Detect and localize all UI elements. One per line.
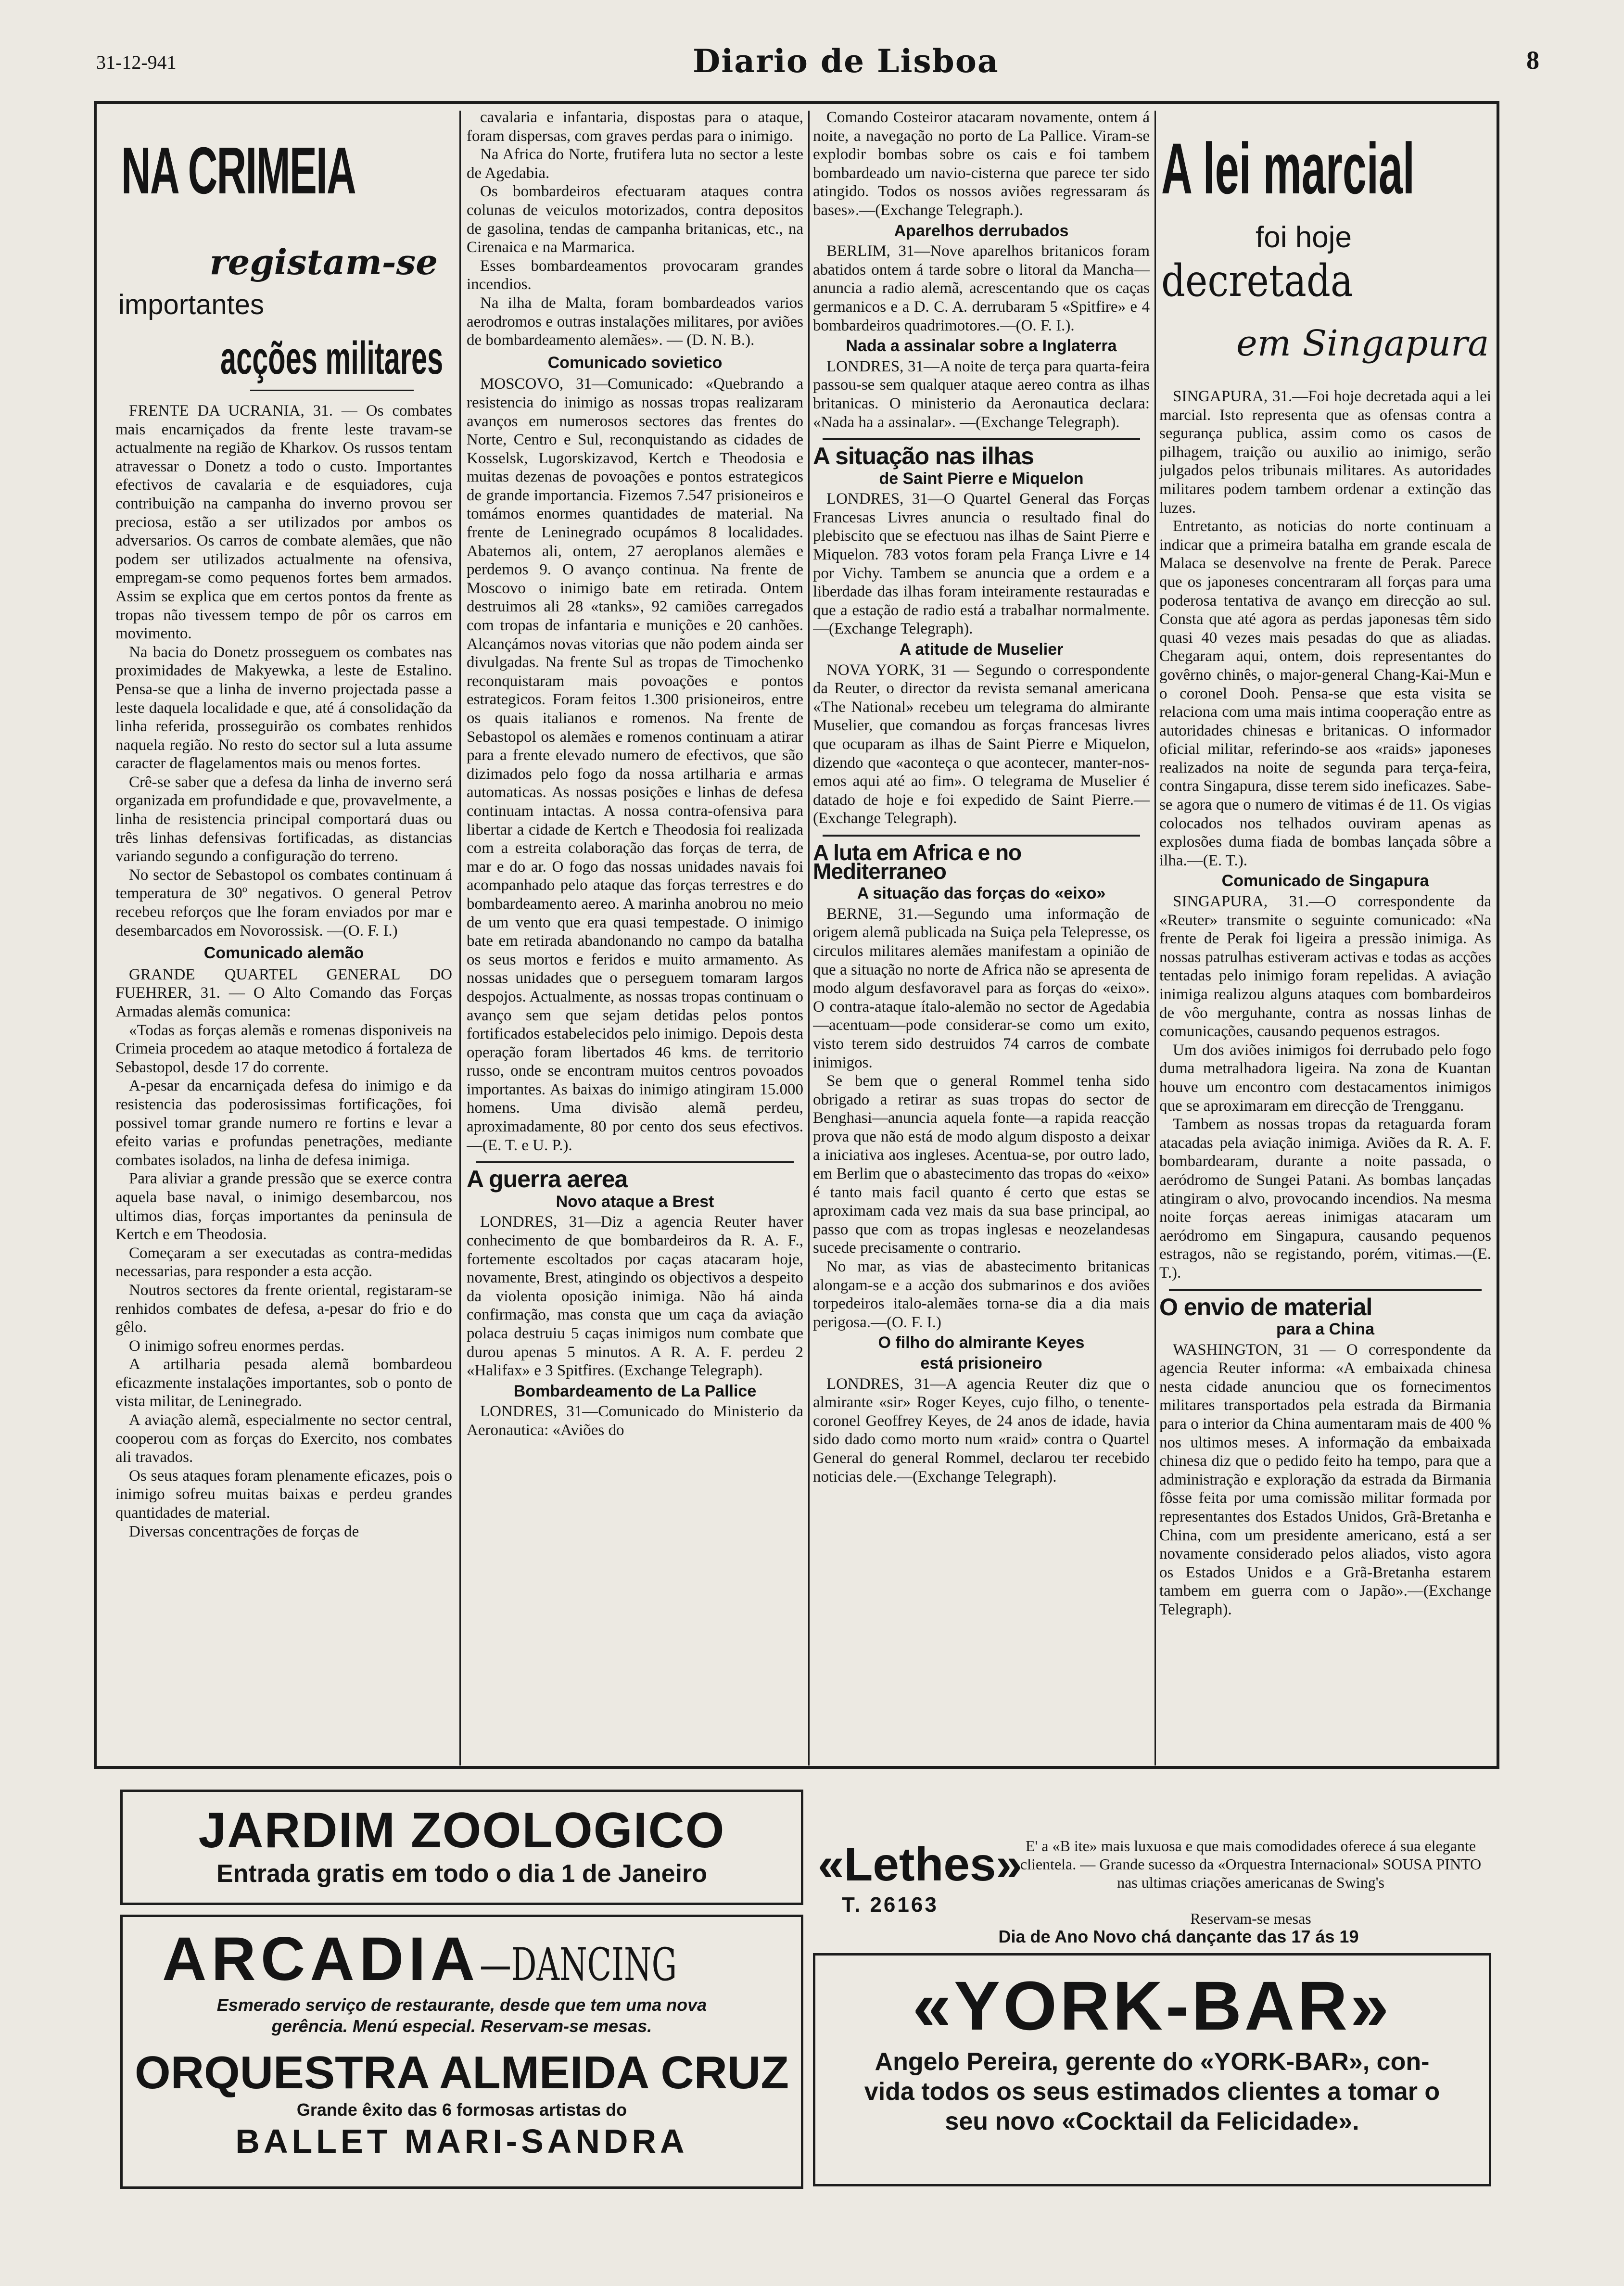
paragraph: BERNE, 31.—Segundo uma informação de origem alemã publicada na Suiça pela Telepresse, os circulos militares alemães manifestam a opinião de que a situação no norte de Africa não se apresenta de modo algum desfavoravel para as forças do «eixo». O contra-ataque ítalo-alemão no sector de Agedabia—acentuam—pode considerar-se como um exito, visto terem sido destruidos 74 carros de combate inimigos.: [813, 905, 1150, 1071]
subheading-comunicado-sovietico: Comunicado sovietico: [547, 353, 723, 372]
paragraph: Crê-se saber que a defesa da linha de inverno será organizada em profundidade e que, provavelmente, a linha de resistencia principal comportará duas ou três linhas defensivas fortificadas, as distancias variando segundo a configuração do terreno.: [115, 773, 452, 865]
heading-envio-material: O envio de material: [1159, 1293, 1372, 1321]
york-line3: seu novo «Cocktail da Felicidade».: [945, 2108, 1359, 2135]
subheading-para-china: para a China: [1276, 1320, 1375, 1339]
heading-situacao-ilhas: A situação nas ilhas: [813, 443, 1034, 470]
newspaper-title: Diario de Lisboa: [693, 42, 999, 80]
headline-foi-hoje: foi hoje: [1256, 221, 1352, 254]
paragraph: Esses bombardeamentos provocaram grandes incendios.: [467, 257, 803, 293]
subheading-comunicado-singapura: Comunicado de Singapura: [1221, 872, 1429, 890]
lethes-reservations: Reservam-se mesas: [1190, 1910, 1311, 1927]
paragraph: Se bem que o general Rommel tenha sido obrigado a retirar as suas tropas do sector de Benghasi—anuncia aquela fonte—a rapida reacção prova que não está de modo algum disposto a deixar a iniciativa aos ingleses. Acentua-se, por outro lado, em Berlim que o abastecimento das tropas do «eixo» é tanto mais facil quanto é certo que estas se aproximam cada vez mais da sua base principal, ao passo que com as tropas inglesas e neozelandesas sucede precisamente o contrario.: [813, 1072, 1150, 1257]
ballet-title: BALLET MARI-SANDRA: [235, 2122, 688, 2160]
paragraph: Os seus ataques foram plenamente eficazes, pois o inimigo sofreu muitas baixas e perdeu grandes quantidades de material.: [115, 1467, 452, 1522]
headline-importantes: importantes: [118, 289, 265, 320]
york-line1: Angelo Pereira, gerente do «YORK-BAR», con-: [875, 2048, 1430, 2076]
subheading-saint-pierre: de Saint Pierre e Miquelon: [879, 469, 1084, 488]
page-number: 8: [1526, 46, 1539, 75]
subheading-la-pallice: Bombardeamento de La Pallice: [513, 1382, 757, 1400]
article-crimeia: [115, 108, 452, 1744]
paragraph: Entretanto, as noticias do norte continuam a indicar que a primeira batalha em grande escala de Malaca se desenvolve na frente de Perak. Parece que os japoneses concentraram all forças para uma poderosa tentativa de avanço em direcção ao sul. Consta que até agora as perdas japonesas têm sido quasi 40 vezes mais pesadas do que as aliadas. Chegaram aqui, ontem, dois representantes do govêrno chinês, o major-general Chang-Kai-Mun e o coronel Dooh. Pensa-se que esta visita se relaciona com uma mais intima cooperação entre as autoridades chinesas e britanicas. O informador oficial militar, referindo-se aos «raids» japoneses realizados na noite de segunda para terça-feira, contra Singapura, disse terem sido ineficazes. Sabe-se agora que o numero de vitimas é de 11. Os vigias colocados nos telhados ouviram apenas as explosões duma fiada de bombas lançada sôbre a ilha.—(E. T.).: [1159, 518, 1491, 869]
subheading-keyes-prisioneiro: está prisioneiro: [920, 1354, 1042, 1372]
paragraph: No sector de Sebastopol os combates continuam á temperatura de 30º negativos. O general Petrov recebeu reforços que lhe foram enviados por mar e desembarcados em Novorossisk. —(O. F. I.): [115, 866, 452, 940]
subheading-situacao-eixo: A situação das forças do «eixo»: [857, 884, 1106, 903]
lethes-title: «Lethes»: [818, 1838, 1022, 1891]
york-title: «YORK-BAR»: [912, 1967, 1392, 2045]
article-ilhas: [813, 108, 1150, 1749]
column-rule: [808, 111, 810, 1765]
paragraph: WASHINGTON, 31 — O correspondente da agencia Reuter informa: «A embaixada chinesa nesta cidade anunciou que os fornecimentos militares transportados pela estrada da Birmania para o interior da China aumentaram mais de 400 % nos ultimos meses. A informação da embaixada chinesa diz que o pedido feito ha tempo, para que a administração e exploração da estrada da Birmania fôsse feita por uma comissão militar formada por representantes dos Estados Unidos, Grã-Bretanha e China, com um presidente americano, está a ser novamente considerado pelos aliados, visto agora os Estados Unidos e a Grã-Bretanha estarem tambem em guerra com o Japão».—(Exchange Telegraph).: [1159, 1341, 1491, 1618]
paragraph: Para aliviar a grande pressão que se exerce contra aquela base naval, o inimigo desembarcou, nos ultimos dias, forças importantes da peninsula de Kertch e em Theodosia.: [115, 1170, 452, 1244]
ad-jardim-zoologico: [120, 1790, 803, 1905]
subheading-aparelhos-derrubados: Aparelhos derrubados: [894, 221, 1069, 240]
paragraph: NOVA YORK, 31 — Segundo o correspondente da Reuter, o director da revista semanal americana «The National» recebeu um telegrama do almirante Muselier, que comandou as forças francesas livres que ocuparam as ilhas de Saint Pierre e Miquelon, dizendo que «aconteça o que acontecer, manter-nos-emos aqui até ao fim». O telegrama de Muselier é datado de hoje e foi expedido de Saint Pierre.—(Exchange Telegraph).: [813, 661, 1150, 827]
headline-accoes-militares: acções militares: [220, 332, 444, 384]
paragraph: cavalaria e infantaria, dispostas para o ataque, foram dispersas, com graves perdas para o inimigo.: [467, 109, 803, 145]
paragraph: FRENTE DA UCRANIA, 31. — Os combates mais encarniçados da frente leste travam-se actualmente na região de Kharkov. Os russos tentam atravessar o Donetz a todo o custo. Importantes efectivos de cavalaria e de esquiadores, cuja contribuição na campanha do inverno provou ser preciosa, estão a ser utilizados por ambos os adversarios. Os carros de combate alemães, que não podem ser utilizados actualmente na ofensiva, empregam-se como pequenos fortes bem armados. Assim se explica que em certos pontos da frente as tropas não tivessem tempo de pôr os carros em movimento.: [115, 402, 452, 643]
paragraph: LONDRES, 31—Diz a agencia Reuter haver conhecimento de que bombardeiros da R. A. F., fortemente escoltados por caças atacaram hoje, novamente, Brest, atingindo os objectivos a despeito da violenta oposição inimiga. Não há ainda confirmação, mas consta que um caça da aviação polaca destruiu 5 caças inimigos num combate que durou apenas 5 minutos. A R. A. F. perdeu 2 «Halifax» e 3 Spitfires. (Exchange Telegraph).: [467, 1213, 803, 1380]
paragraph: A aviação alemã, especialmente no sector central, cooperou com as forças do Exercito, nos combates ali travados.: [115, 1411, 452, 1466]
article-singapura: [1159, 108, 1491, 1763]
paragraph: LONDRES, 31—A agencia Reuter diz que o almirante «sir» Roger Keyes, cujo filho, o tenente-coronel Geoffrey Keyes, de 24 anos de idade, havia sido dado como morto num «raid» contra o Quartel General do general Rommel, declarou ter recebido noticias dele.—(Exchange Telegraph).: [813, 1375, 1150, 1486]
arcadia-dancing: —DANCING: [480, 1939, 677, 1991]
headline-lei-marcial: A lei marcial: [1161, 128, 1415, 209]
paragraph: LONDRES, 31—A noite de terça para quarta-feira passou-se sem qualquer ataque aereo contra as ilhas britanicas. O ministerio da Aeronautica declara: «Nada ha a assinalar». —(Exchange Telegraph).: [813, 357, 1150, 431]
paragraph: No mar, as vias de abastecimento britanicas alongam-se e a acção dos submarinos e dos aviões torpedeiros italo-alemães torna-se dia a dia mais perigosa.—(O. F. I.): [813, 1258, 1150, 1331]
issue-date: 31-12-941: [96, 51, 177, 73]
ad-arcadia-dancing: [120, 1915, 803, 2189]
paragraph: Os bombardeiros efectuaram ataques contra colunas de veiculos motorizados, contra depositos de gasolina, tendas de campanha britanicas, etc., na Cirenaica e na Marmarica.: [467, 183, 803, 256]
paragraph: Na Africa do Norte, frutifera luta no sector a leste de Agedabia.: [467, 146, 803, 182]
paragraph: BERLIM, 31—Nove aparelhos britanicos foram abatidos ontem á tarde sobre o litoral da Mancha—anuncia a radio alemã, acrescentando que os caças germanicos e a D. C. A. derrubaram 5 «Spitfire» e 4 bombardeiros quadrimotores.—(O. F. I.).: [813, 242, 1150, 334]
subheading-nada-assinalar: Nada a assinalar sobre a Inglaterra: [846, 337, 1117, 356]
paragraph: LONDRES, 31—O Quartel General das Forças Francesas Livres anuncia o resultado final do plebiscito que se efectuou nas ilhas de Saint Pierre e Miquelon. 783 votos foram pela França Livre e 14 por Vichy. Tambem se anuncia que a ordem e a liberdade das ilhas foram inteiramente restauradas e que a estação de radio está a trabalhar normalmente.—(Exchange Telegraph).: [813, 490, 1150, 638]
crimeia-headline-block: [115, 108, 452, 402]
paragraph: SINGAPURA, 31.—Foi hoje decretada aqui a lei marcial. Isto representa que as ofensas contra a segurança publica, assim como os casos de pilhagem, traição ou auxilio ao inimigo, serão julgados pelos tribunais militares. As autoridades militares podem tambem ordenar a extinção das luzes.: [1159, 388, 1491, 517]
york-line2: vida todos os seus estimados clientes a tomar o: [864, 2078, 1440, 2106]
paragraph: A artilharia pesada alemã bombardeou eficazmente instalações importantes, sob o ponto de vista militar, de Leninegrado.: [115, 1356, 452, 1410]
paragraph: A-pesar da encarniçada defesa do inimigo e da resistencia das poderosissimas fortificações, foi possivel tomar grande numero re fortins e levar a efeito varias e profundas penetrações, mediante combates isolados, na linha de defesa inimiga.: [115, 1077, 452, 1169]
paragraph: Tambem as nossas tropas da retaguarda foram atacadas pela aviação inimiga. Aviões da R. A. F. bombardearam, durante a noite passada, o aeródromo de Sungei Patani. As bombas lançadas atingiram o alvo, provocando incendios. Na mesma noite forças aereas inimigas atacaram um aeródromo em Singapura, causando pequenos estragos, não se registando, porém, vitimas.—(E. T.).: [1159, 1116, 1491, 1282]
paragraph: Começaram a ser executadas as contra-medidas necessarias, para responder a esta acção.: [115, 1244, 452, 1281]
paragraph: Na bacia do Donetz prosseguem os combates nas proximidades de Makyewka, a leste de Estalino. Pensa-se que a linha de inverno projectada passe a leste daquela localidade e que, até á consolidação da linha referida, prosseguirão os combates renhidos naquela região. No resto do sector sul a luta assume caracter de flagelamentos mais ou menos fortes.: [115, 643, 452, 773]
lethes-description: E' a «B ite» mais luxuosa e que mais comodidades oferece á sua elegante clientela. — Grande sucesso da «Orquestra Internacional» SOUSA PINTO nas ultimas criações americanas de Swing's: [1020, 1837, 1482, 1891]
heading-guerra-aerea: A guerra aerea: [467, 1166, 628, 1193]
paragraph: Comando Costeiror atacaram novamente, ontem á noite, a navegação no porto de La Pallice. Viram-se explodir bombas sobre os cais e foi tambem bombardeado um navio-cisterna que parece ter sido atingido. Todos os nossos aviões regressaram ás bases».—(Exchange Telegraph.).: [813, 109, 1150, 219]
arcadia-line1: Esmerado serviço de restaurante, desde que tem uma nova: [216, 1995, 707, 2015]
lethes-phone: T. 26163: [842, 1893, 939, 1917]
column-rule: [459, 111, 461, 1765]
arcadia-title: ARCADIA: [162, 1925, 480, 1994]
paragraph: O inimigo sofreu enormes perdas.: [129, 1337, 345, 1355]
orquestra-title: ORQUESTRA ALMEIDA CRUZ: [135, 2047, 789, 2098]
paragraph: GRANDE QUARTEL GENERAL DO FUEHRER, 31. — O Alto Comando das Forças Armadas alemãs comunica:: [115, 965, 452, 1020]
zoo-subtitle: Entrada gratis em todo o dia 1 de Janeiro: [216, 1860, 708, 1888]
singapura-headline-block: [1159, 108, 1491, 387]
column-rule: [1155, 111, 1156, 1765]
headline-na-crimeia: NA CRIMEIA: [121, 134, 355, 208]
headline-decretada: decretada: [1161, 255, 1353, 306]
headline-em-singapura: em Singapura: [1236, 323, 1489, 364]
heading-africa-mediterraneo: A luta em Africa e no Mediterraneo: [813, 839, 1022, 884]
paragraph: «Todas as forças alemãs e romenas disponiveis na Crimeia procedem ao ataque metodico á fortaleza de Sebastopol, desde 17 do corrente.: [115, 1021, 452, 1076]
paragraph: SINGAPURA, 31.—O correspondente da «Reuter» transmite o seguinte comunicado: «Na frente de Perak foi ligeira a pressão inimiga. As nossas patrulhas estiveram activas e todas as acções tentadas pelo inimigo foram repelidas. A aviação inimiga realizou alguns ataques com bombardeiros de vôo merguhante, contra as nossas linhas de comunicações, causando pequenos estragos.: [1159, 893, 1491, 1041]
subheading-comunicado-alemao: Comunicado alemão: [203, 944, 364, 963]
paragraph: Na ilha de Malta, foram bombardeados varios aerodromos e outras instalações militares, por aviões de bombardeamento alemães». — (D. N. B.).: [467, 294, 803, 349]
article-sovietico: [467, 108, 803, 1744]
masthead: [96, 42, 1539, 81]
paragraph: Diversas concentrações de forças de: [129, 1523, 359, 1540]
paragraph: MOSCOVO, 31—Comunicado: «Quebrando a resistencia do inimigo as nossas tropas realizaram avanços em numerosos sectores das frentes do Norte, Centro e Sul, reconquistando as cidades de Kosselsk, Lugorskizavod, Kertch e Theodosia e muitas dezenas de povoações e pontos estrategicos de grande importancia. Fizemos 7.547 prisioneiros e tomámos enormes quantidades de material. Na frente de Leninegrado ocupámos 8 localidades. Abatemos ali, ontem, 27 aeroplanos alemães e perdemos 9. O avanço continua. Na frente de Moscovo o inimigo bate em retirada. Ontem destruimos ali 28 «tanks», 92 camiões carregados com tropas de infantaria e munições e 20 canhões. Alcançámos novas vitorias que não podem ainda ser divulgadas. Na frente Sul as tropas de Timochenko reconquistaram mais povoações e pontos estrategicos. Foram feitos 1.300 prisioneiros, entre os quais italianos e romenos. Na frente de Sebastopol os alemães e romenos continuam a atirar para a frente elevado numero de efectivos, que são dizimados pelo fogo da nossa artilharia e armas automaticas. As nossas posições e linhas de defesa continuam intactas. A nossa contra-ofensiva para libertar a cidade de Kertch e Theodosia foi realizada com a estreita colaboração das forças de terra, de mar e do ar. O fogo das nossas unidades navais foi acompanhado pelo ataque das forças terrestres e do bombardeamento aereo. A marinha anobrou no meio de um vento que era quasi tempestade. O inimigo bate em retirada abandonando no campo da batalha os seus mortos e feridos e muito armamento. As nossas unidades que o perseguem tomaram largos despojos. Actualmente, as nossas tropas continuam o avanço sem que sejam detidas pelos pontos fortificados estabelecidos pelo inimigo. Depois desta operação foram libertados 46 kms. de territorio russo, onde se encontram muitos centros povoados importantes. As baixas do inimigo atingiram 15.000 homens. Uma divisão alemã perdeu, aproximadamente, 80 por cento dos seus efectivos.—(E. T. e U. P.).: [467, 375, 803, 1154]
subheading-keyes: O filho do almirante Keyes: [878, 1334, 1085, 1352]
arcadia-line2: gerência. Menú especial. Reservam-se mesas.: [271, 2016, 652, 2036]
subheading-muselier: A atitude de Muselier: [899, 640, 1064, 659]
paragraph: Noutros sectores da frente oriental, registaram-se renhidos combates de defesa, a-pesar do frio e do gêlo.: [115, 1281, 452, 1336]
ad-york-bar: [813, 1953, 1491, 2186]
headline-registam-se: registam-se: [209, 241, 438, 282]
paragraph: LONDRES, 31—Comunicado do Ministerio da Aeronautica: «Aviões do: [467, 1403, 803, 1439]
subheading-brest: Novo ataque a Brest: [556, 1192, 714, 1211]
ad-lethes: [813, 1833, 1491, 1953]
paragraph: Um dos aviões inimigos foi derrubado pelo fogo duma metralhadora ligeira. Na zona de Kuantan houve um encontro com destacamentos inimigos que se aproximaram em direcção de Trengganu.: [1159, 1041, 1491, 1115]
lethes-new-year: Dia de Ano Novo chá dançante das 17 ás 19: [998, 1927, 1359, 1946]
zoo-title: JARDIM ZOOLOGICO: [198, 1803, 725, 1858]
orquestra-subtitle: Grande êxito das 6 formosas artistas do: [296, 2100, 627, 2120]
